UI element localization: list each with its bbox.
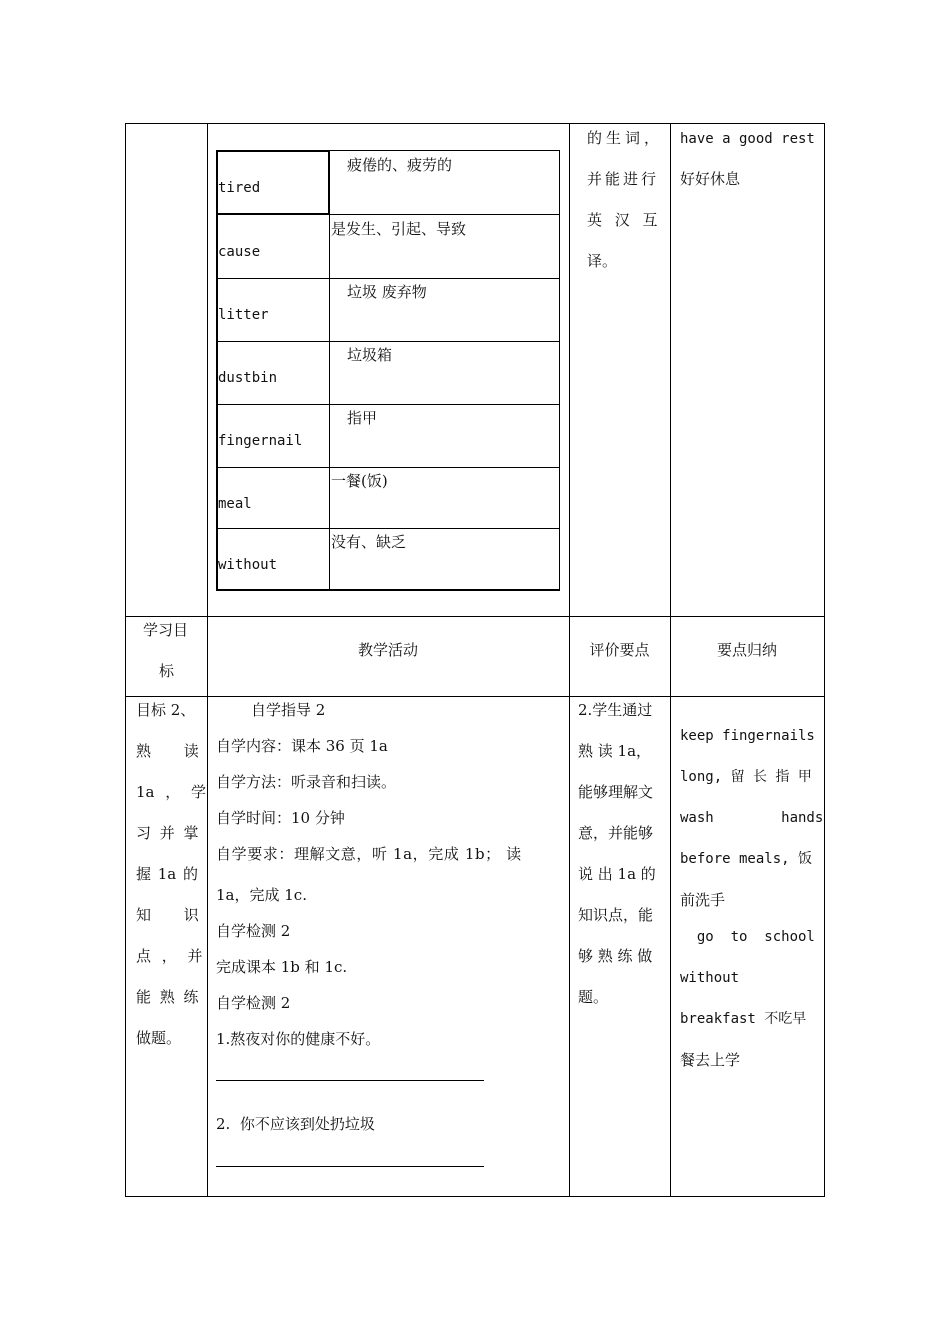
vocab-zh-without: 没有、缺乏 [331, 533, 407, 551]
col-divider-2 [569, 123, 570, 1197]
top-summary-line: have a good rest [680, 131, 815, 147]
row-divider-header-top [125, 616, 825, 617]
vocab-zh-dustbin: 垃圾箱 [347, 346, 393, 364]
summary-line: long, 留 长 指 甲 [680, 769, 812, 785]
vocab-en-without: without [218, 557, 278, 573]
goal-line: 熟 读 [136, 742, 199, 760]
header-goal-line2: 标 [159, 662, 175, 680]
top-eval-line: 并能进行 [587, 170, 660, 188]
goal-line: 目标 2、 [136, 701, 196, 719]
top-eval-line: 译。 [587, 252, 618, 270]
summary-line: 前洗手 [680, 891, 726, 909]
header-goal-line1: 学习目 [143, 621, 189, 639]
outer-border-bottom [125, 1196, 825, 1197]
eval-line: 题。 [578, 988, 609, 1006]
vocab-zh-litter: 垃圾 废弃物 [347, 283, 427, 301]
activity-line: 1.熬夜对你的健康不好。 [216, 1030, 381, 1048]
goal-line: 做题。 [136, 1029, 182, 1047]
header-summary: 要点归纳 [716, 641, 777, 659]
eval-line: 能够理解文 [578, 783, 654, 801]
outer-border-top [125, 123, 825, 124]
goal-line: 1a ， 学 [136, 783, 207, 801]
eval-line: 知识点，能 [578, 906, 654, 924]
vocab-en-fingernail: fingernail [218, 433, 303, 449]
answer-blank-1[interactable] [216, 1080, 484, 1081]
activity-line: 自学方法：听录音和扫读。 [216, 773, 397, 791]
goal-line: 能 熟 练 [136, 988, 199, 1006]
activity-line: 自学内容：课本 36 页 1a [216, 737, 388, 755]
activity-line: 自学时间：10 分钟 [216, 809, 345, 827]
col-divider-1 [207, 123, 208, 1197]
top-summary-line: 好好休息 [680, 170, 741, 188]
outer-border-left [125, 123, 126, 1197]
activity-line: 完成课本 1b 和 1c. [216, 958, 348, 976]
summary-line: without [680, 970, 740, 986]
top-eval-line: 英 汉 互 [587, 211, 662, 229]
summary-line: go to school [680, 929, 815, 945]
vocab-zh-fingernail: 指甲 [347, 409, 378, 427]
summary-line: before meals, 饭 [680, 851, 813, 867]
summary-line: breakfast 不吃早 [680, 1011, 807, 1027]
vocab-en-tired: tired [218, 180, 261, 196]
eval-line: 说 出 1a 的 [578, 865, 656, 883]
activity-line: 自学检测 2 [216, 994, 291, 1012]
row-divider-header-bottom [125, 696, 825, 697]
activity-line: 2. 你不应该到处扔垃圾 [216, 1115, 375, 1133]
vocab-zh-meal: 一餐(饭) [331, 472, 388, 490]
goal-line: 习 并 掌 [136, 824, 199, 842]
activity-line: 自学检测 2 [216, 922, 291, 940]
vocab-en-meal: meal [218, 496, 252, 512]
top-eval-line: 的生词， [587, 129, 664, 147]
summary-line: 餐去上学 [680, 1051, 741, 1069]
vocab-en-cause: cause [218, 244, 261, 260]
goal-line: 点 ， 并 [136, 947, 203, 965]
col-divider-3 [670, 123, 671, 1197]
vocab-en-litter: litter [218, 307, 269, 323]
goal-line: 握 1a 的 [136, 865, 199, 883]
summary-line: keep fingernails [680, 728, 815, 744]
goal-line: 知 识 [136, 906, 199, 924]
vocab-en-dustbin: dustbin [218, 370, 278, 386]
activity-line: 自学指导 2 [251, 701, 326, 719]
vocab-zh-tired: 疲倦的、疲劳的 [347, 156, 453, 174]
outer-border-right [824, 123, 825, 1197]
header-activity: 教学活动 [357, 641, 418, 659]
activity-line: 1a，完成 1c. [216, 886, 307, 904]
eval-line: 意，并能够 [578, 824, 654, 842]
eval-line: 够 熟 练 做 [578, 947, 653, 965]
eval-line: 2.学生通过 [578, 701, 653, 719]
vocab-zh-cause: 是发生、引起、导致 [331, 220, 467, 238]
answer-blank-2[interactable] [216, 1166, 484, 1167]
summary-line: wash hands [680, 810, 824, 826]
header-eval: 评价要点 [589, 641, 650, 659]
eval-line: 熟 读 1a， [578, 742, 652, 760]
activity-line: 自学要求：理解文意，听 1a，完成 1b； 读 [216, 845, 522, 863]
